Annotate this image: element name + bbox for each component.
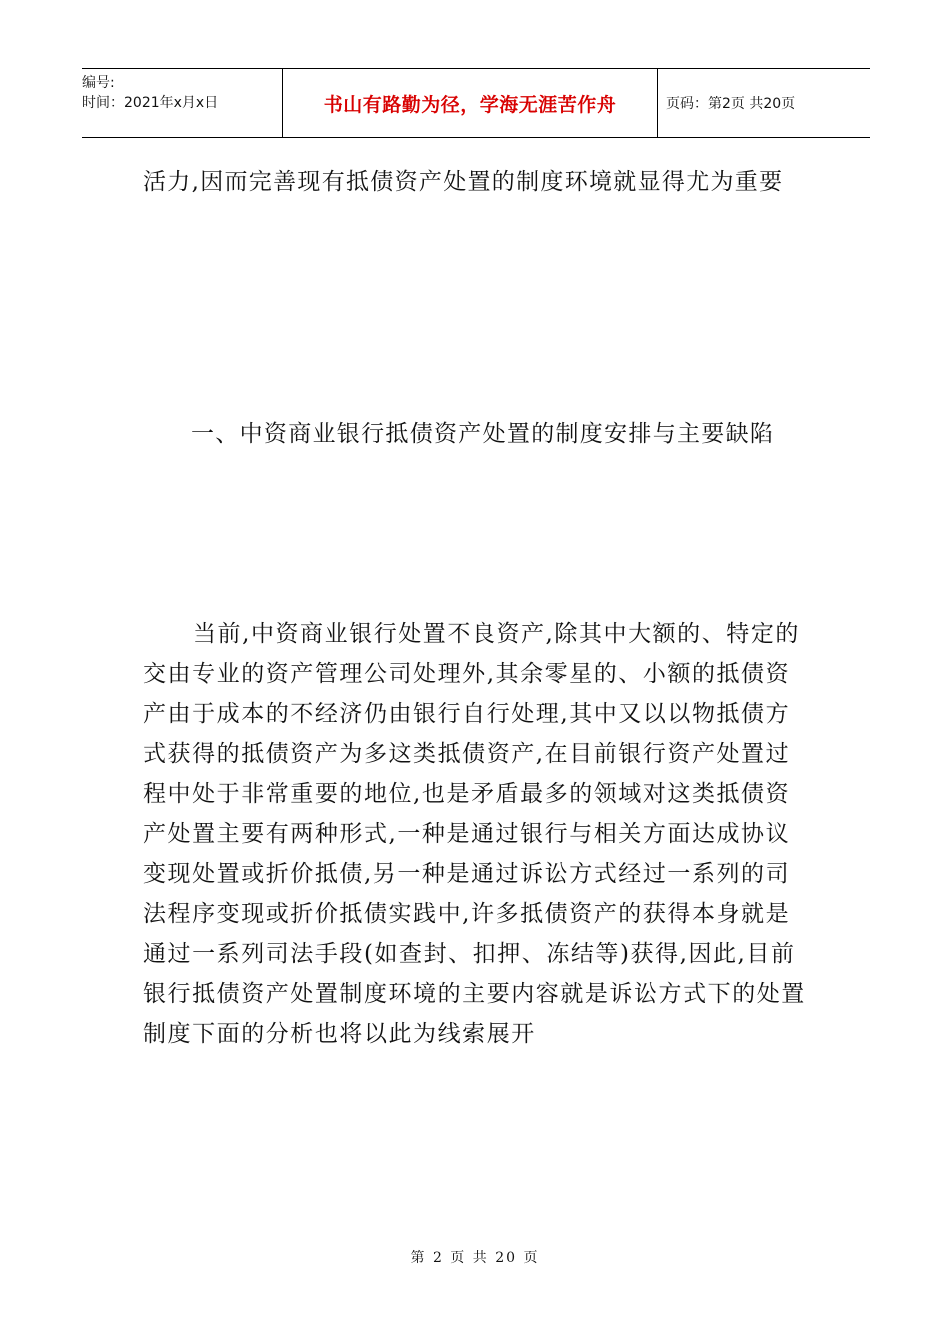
page-header <box>82 68 870 138</box>
page-footer: 第 2 页 共 20 页 <box>410 1250 540 1266</box>
section-heading: 一、中资商业银行抵债资产处置的制度安排与主要缺陷 <box>191 421 775 447</box>
time-label: 时间：2021年x月x日 <box>82 95 219 111</box>
continued-paragraph: 活力,因而完善现有抵债资产处置的制度环境就显得尤为重要 <box>143 169 784 195</box>
header-motto: 书山有路勤为径，学海无涯苦作舟 <box>282 69 658 137</box>
header-meta <box>82 69 282 137</box>
header-page-info: 页码：第2页 共20页 <box>666 96 796 112</box>
serial-label: 编号: <box>82 75 115 91</box>
body-paragraph: 当前,中资商业银行处置不良资产,除其中大额的、特定的交由专业的资产管理公司处理外,其余零星的、小额的抵债资产由于成本的不经济仍由银行自行处理,其中又以以物抵债方式获得的抵债资产为多这类抵债资产,在目前银行资产处置过程中处于非常重要的地位,也是矛盾最多的领域对这类抵债资产处置主要有两种形式,一种是通过银行与相关方面达成协议变现处置或折价抵债,另一种是通过诉讼方式经过一系列的司法程序变现或折价抵债实践中,许多抵债资产的获得本身就是通过一系列司法手段(如查封、扣押、冻结等)获得,因此,目前银行抵债资产处置制度环境的主要内容就是诉讼方式下的处置制度下面的分析也将以此为线索展开 <box>143 621 806 1047</box>
